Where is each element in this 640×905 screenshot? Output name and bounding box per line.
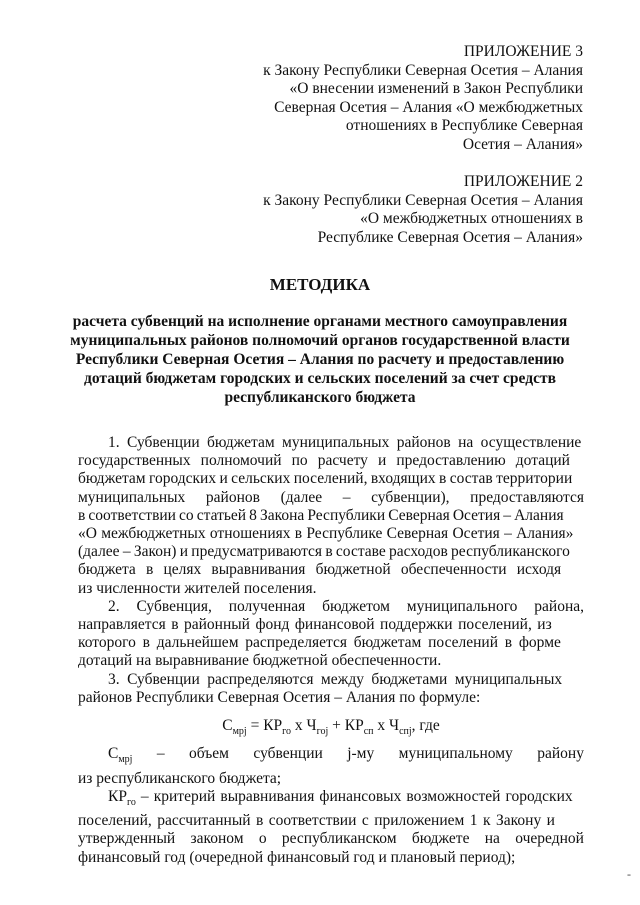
word: предоставляются	[470, 488, 584, 506]
formula-text: х Ч	[373, 717, 400, 735]
text-line: дотаций на выравнивание бюджетной обеспеченности.	[78, 652, 442, 670]
word: республиканском	[281, 830, 397, 848]
symbol-text: С	[108, 745, 119, 763]
page-edge-mark: -	[627, 867, 631, 881]
annex-3-header	[263, 43, 583, 154]
annex-3-title: ПРИЛОЖЕНИЕ 3	[463, 43, 583, 60]
word: субвенции),	[371, 488, 450, 506]
formula-subscript: гоj	[316, 726, 329, 738]
text-line	[78, 434, 584, 452]
word: полученная	[228, 597, 306, 615]
word: утвержденный	[78, 830, 176, 848]
word: бюджете	[411, 830, 470, 848]
text-line	[78, 830, 584, 848]
annex-2-header	[263, 173, 583, 247]
formula-text: х Ч	[291, 717, 317, 735]
text-line: финансовый год (очередной финансовый год и плановый период);	[78, 848, 516, 866]
word: очередной	[515, 830, 584, 848]
text-line: «О межбюджетных отношениях в Республике Северная Осетия – Алания»	[78, 525, 574, 543]
definition-symbol	[108, 745, 132, 769]
subtitle-line: расчета субвенций на исполнение органами местного самоуправления	[72, 313, 568, 330]
word: объем	[189, 745, 229, 763]
word: муниципальному	[398, 745, 513, 763]
annex-3-line: Северная Осетия – Алания «О межбюджетных	[274, 98, 583, 116]
formula-text: , где	[411, 717, 440, 735]
paragraph-2	[78, 598, 584, 671]
formula	[78, 717, 584, 741]
word: Субвенция,	[136, 597, 212, 615]
text-run: 1. Субвенции бюджетам муниципальных районов на осуществление	[108, 434, 582, 451]
text-line	[78, 489, 584, 507]
text-line: направляется в районный фонд финансовой поддержки поселений, из	[78, 616, 552, 634]
formula-text: + КР	[328, 717, 364, 735]
text-run: – критерий выравнивания финансовых возможностей городских	[135, 787, 573, 805]
annex-3-line: Осетия – Алания»	[462, 135, 583, 153]
text-line	[78, 745, 584, 769]
formula-subscript: сп	[363, 726, 374, 738]
annex-2-line: Республике Северная Осетия – Алания»	[317, 228, 583, 246]
word: субвенции	[253, 745, 323, 763]
annex-2-line: к Закону Республики Северная Осетия – Алания	[263, 191, 583, 209]
annex-3-line: «О внесении изменений в Закон Республики	[289, 80, 583, 97]
word: муниципального	[406, 597, 518, 615]
word: –	[156, 745, 165, 763]
symbol-subscript: мрj	[118, 754, 133, 766]
text-line: из численности жителей поселения.	[78, 579, 317, 597]
document-body	[78, 434, 584, 867]
text-line: 3. Субвенции распределяются между бюджетами муниципальных	[108, 670, 563, 688]
word: –	[342, 488, 351, 506]
annex-3-line: отношениях в Республике Северная	[345, 117, 583, 134]
annex-3-line: к Закону Республики Северная Осетия – Алания	[263, 61, 583, 79]
text-line: районов Республики Северная Осетия – Алания по формуле:	[78, 688, 481, 706]
text-line: бюджетам городских и сельских поселений, входящих в состав территории	[78, 470, 573, 488]
word: района,	[534, 597, 584, 615]
subtitle-line: республиканского бюджета	[224, 389, 416, 406]
symbol-subscript: го	[126, 796, 136, 808]
word: на	[484, 830, 500, 848]
word: бюджетом	[322, 597, 390, 615]
text-line: государственных полномочий по расчету и предоставлению дотаций	[78, 452, 570, 470]
text-line: (далее – Закон) и предусматриваются в составе расходов республиканского	[78, 543, 570, 561]
text-line	[78, 788, 584, 812]
formula-subscript: мрj	[232, 726, 247, 738]
word: району	[537, 745, 584, 763]
definition-c-mrj	[78, 745, 584, 788]
word: 2.	[108, 597, 120, 615]
document-subtitle	[60, 312, 580, 407]
subtitle-line: Республики Северная Осетия – Алания по расчету и предоставлению	[75, 351, 565, 368]
word: законом	[190, 830, 244, 848]
word: (далее	[280, 488, 323, 506]
paragraph-1	[78, 434, 584, 598]
word: муниципальных	[78, 488, 186, 506]
text-line: поселений, рассчитанный в соответствии с приложением 1 к Закону и	[78, 812, 555, 830]
formula-subscript: го	[282, 726, 292, 738]
text-line: из республиканского бюджета;	[78, 769, 282, 787]
word: районов	[205, 488, 260, 506]
subtitle-line: дотаций бюджетам городских и сельских поселений за счет средств	[84, 370, 556, 387]
annex-2-line: «О межбюджетных отношениях в	[360, 210, 583, 227]
symbol-text: КР	[108, 787, 127, 805]
paragraph-3	[78, 671, 584, 707]
subtitle-line: муниципальных районов полномочий органов государственной власти	[70, 332, 570, 349]
document-title: МЕТОДИКА	[269, 275, 371, 294]
text-line: которого в дальнейшем распределяется бюджетам поселений в форме	[78, 634, 561, 652]
word: j-му	[347, 745, 375, 763]
definition-kr-go	[78, 788, 584, 867]
annex-2-title: ПРИЛОЖЕНИЕ 2	[463, 173, 583, 190]
text-line: в соответствии со статьей 8 Закона Республики Северная Осетия – Алания	[78, 506, 564, 524]
text-line	[78, 598, 584, 616]
formula-text: = КР	[246, 717, 283, 735]
word: о	[258, 830, 267, 848]
text-line: бюджета в целях выравнивания бюджетной обеспеченности исходя	[78, 561, 562, 579]
formula-subscript: спj	[399, 726, 412, 738]
formula-text: С	[222, 717, 233, 735]
